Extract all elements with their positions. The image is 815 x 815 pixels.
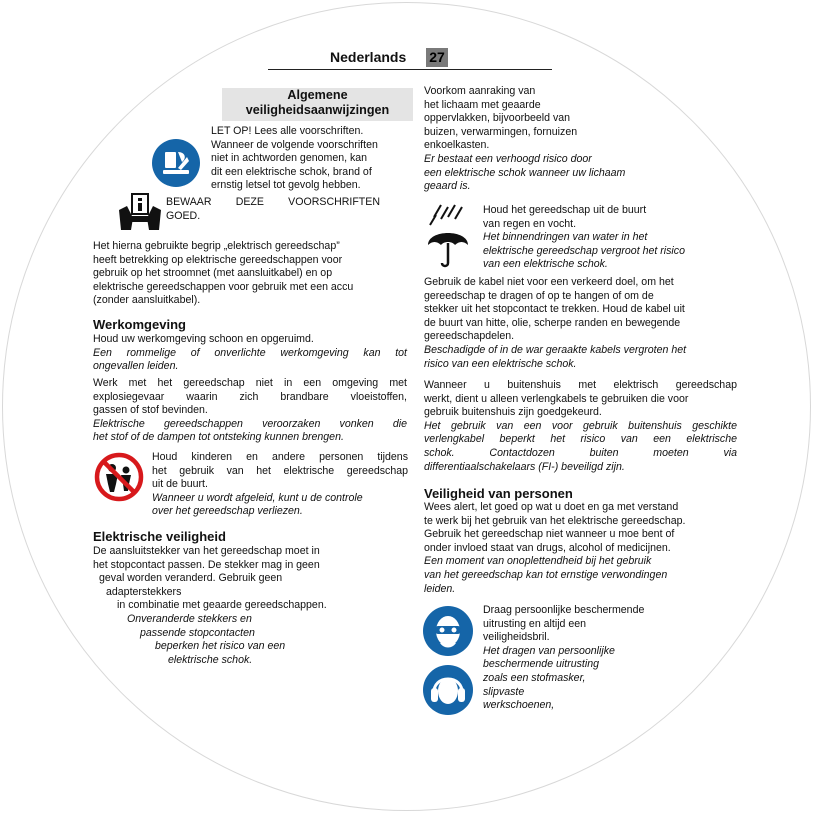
explosive-italic-line: het stof of de dampen tot ontsteking kunnen brengen. [93, 431, 344, 444]
cable-line: gereedschapdelen. [424, 330, 515, 343]
cable-line: Gebruik de kabel niet voor een verkeerd doel, om het [424, 276, 674, 288]
electrical-line: in combinatie met geaarde gereedschappen. [117, 599, 327, 612]
electrical-line: het stopcontact passen. De stekker mag in geen [93, 558, 320, 571]
cable-line: de buurt van hitte, olie, scherpe randen en bewegende [424, 316, 681, 329]
work-environment-heading: Werkomgeving [93, 317, 186, 332]
read-manual-icon [151, 138, 201, 188]
electrical-safety-heading: Elektrische veiligheid [93, 529, 226, 544]
term-line: elektrische gereedschappen voor gebruik met een accu [93, 280, 354, 293]
outdoor-italic-line: Het gebruik van een voor gebruik buitenshuis geschikte [424, 419, 737, 432]
term-line: Het hierna gebruikte begrip „elektrisch gereedschap” [93, 240, 340, 252]
language-title: Nederlands [330, 49, 407, 65]
header-rule [268, 69, 552, 70]
ppe-italic-line: Het dragen van persoonlijke [483, 644, 615, 657]
ppe-italic-line: werkschoenen, [483, 699, 555, 712]
outdoor-line: Wanneer u buitenshuis met elektrisch gereedschap [424, 379, 737, 391]
avoid-italic-line: een elektrische schok wanneer uw lichaam [424, 166, 626, 179]
ppe-line: uitrusting en altijd een [483, 617, 587, 630]
avoid-line: Voorkom aanraking van [424, 85, 536, 97]
warning-line: LET OP! Lees alle voorschriften. [211, 125, 364, 137]
heading-line: Algemene [287, 88, 348, 102]
avoid-line: oppervlakken, bijvoorbeeld van [424, 112, 571, 125]
ppe-line: veiligheidsbril. [483, 631, 550, 644]
persons-line: Gebruik het gereedschap niet wanneer u moe bent of [424, 528, 675, 541]
explosive-line: gassen of stof bevinden. [93, 404, 208, 417]
outdoor-italic-line: schok. Contactdozen buiten moeten via [424, 446, 737, 459]
ppe-line: Draag persoonlijke beschermende [483, 604, 645, 616]
safety-goggles-icon [422, 605, 474, 657]
children-line: uit de buurt. [152, 478, 208, 491]
ear-protection-icon [422, 664, 474, 716]
avoid-line: buizen, verwarmingen, fornuizen [424, 125, 578, 138]
persons-line: te werk bij het gebruik van het elektrische gereedschap. [424, 514, 686, 527]
work-line: Houd uw werkomgeving schoon en opgeruimd. [93, 333, 314, 345]
no-children-icon [94, 452, 144, 502]
rain-line: van regen en vocht. [483, 217, 577, 230]
term-line: (zonder aansluitkabel). [93, 294, 201, 307]
outdoor-italic-line: differentiaalschakelaars (FI-) beveiligd zijn. [424, 460, 625, 473]
persons-line: Wees alert, let goed op wat u doet en ga met verstand [424, 501, 679, 513]
general-safety-heading [222, 88, 413, 121]
outdoor-line: werkt, dient u alleen verlengkabels te gebruiken die voor [424, 392, 689, 405]
explosive-line: Werk met het gereedschap niet in een omgeving met [93, 377, 407, 389]
electrical-line: De aansluitstekker van het gereedschap moet in [93, 545, 320, 557]
children-italic-line: over het gereedschap verliezen. [152, 505, 303, 518]
rain-line: Houd het gereedschap uit de buurt [483, 204, 647, 216]
warning-line: ernstig letsel tot gevolg hebben. [211, 179, 361, 192]
personal-safety-heading: Veiligheid van personen [424, 486, 573, 501]
explosive-line: explosiegevaar waarin zich brandbare vloeistoffen, [93, 390, 407, 403]
rain-italic-line: elektrische gereedschap vergroot het risico [483, 244, 685, 257]
children-italic-line: Wanneer u wordt afgeleid, kunt u de controle [152, 491, 363, 504]
keep-line: BEWAAR DEZE VOORSCHRIFTEN [166, 196, 380, 208]
persons-italic-line: van het gereedschap kan tot ernstige verwondingen [424, 568, 668, 581]
electrical-line: adapterstekkers [106, 585, 182, 598]
cable-italic-line: Beschadigde of in de war geraakte kabels vergroten het [424, 343, 687, 356]
children-line: Houd kinderen en andere personen tijdens [152, 451, 408, 463]
warning-line: niet in achtworden genomen, kan [211, 152, 368, 165]
heading-line: veiligheidsaanwijzingen [245, 103, 390, 117]
cable-line: stekker uit het stopcontact te trekken. Houd de kabel uit [424, 303, 685, 316]
rain-umbrella-icon [424, 203, 472, 271]
rain-italic-line: Het binnendringen van water in het [483, 231, 648, 244]
children-line: het gebruik van het elektrische gereedschap [152, 464, 408, 477]
electrical-line: geval worden veranderd. Gebruik geen [99, 572, 283, 585]
warning-line: Wanneer de volgende voorschriften [211, 138, 378, 151]
electrical-italic-line: passende stopcontacten [140, 626, 255, 639]
cable-italic-line: risico van een elektrische schok. [424, 357, 577, 370]
avoid-italic-line: Er bestaat een verhoogd risico door [424, 152, 592, 165]
keep-manual-icon [117, 192, 163, 232]
keep-line: GOED. [166, 209, 201, 222]
cable-line: gereedschap te dragen of op te hangen of om de [424, 289, 654, 302]
avoid-line: enkoelkasten. [424, 139, 490, 152]
work-italic-line: ongevallen leiden. [93, 360, 179, 373]
persons-italic-line: Een moment van onoplettendheid bij het gebruik [424, 555, 652, 568]
explosive-italic-line: Elektrische gereedschappen veroorzaken vonken die [93, 417, 407, 430]
ppe-italic-line: slipvaste [483, 685, 525, 698]
persons-italic-line: leiden. [424, 582, 456, 595]
ppe-italic-line: zoals een stofmasker, [483, 671, 586, 684]
rain-italic-line: van een elektrische schok. [483, 258, 608, 271]
electrical-italic-line: Onveranderde stekkers en [127, 612, 252, 625]
electrical-italic-line: beperken het risico van een [155, 640, 286, 653]
warning-line: dit een elektrische schok, brand of [211, 165, 372, 178]
term-line: gebruik op het stroomnet (met aansluitkabel) en op [93, 267, 333, 280]
outdoor-italic-line: verlengkabel beperkt het risico van een elektrische [424, 433, 737, 446]
outdoor-line: gebruik buitenshuis zijn goedgekeurd. [424, 406, 602, 419]
ppe-italic-line: beschermende uitrusting [483, 658, 600, 671]
electrical-italic-line: elektrische schok. [168, 653, 253, 666]
term-line: heeft betrekking op elektrische gereedschappen voor [93, 253, 343, 266]
avoid-line: het lichaam met geaarde [424, 98, 541, 111]
work-italic-line: Een rommelige of onverlichte werkomgeving kan tot [93, 346, 407, 359]
page-number: 27 [426, 48, 448, 67]
avoid-italic-line: geaard is. [424, 180, 471, 193]
persons-line: onder invloed staat van drugs, alcohol of medicijnen. [424, 541, 671, 554]
